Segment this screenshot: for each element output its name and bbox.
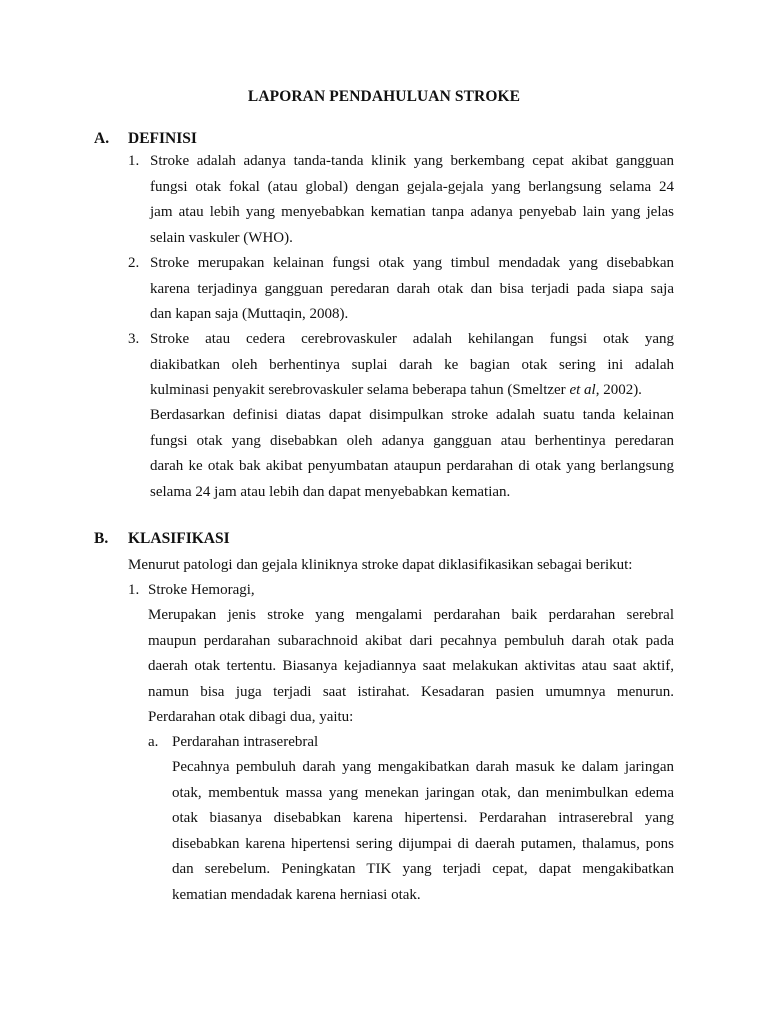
definition-item-1 [150, 149, 674, 251]
definition-item-2-number: 2. [128, 255, 140, 271]
intraserebral-line: dan serebelum. Peningkatan TIK yang terjadi cepat, dapat mengakibatkan [172, 861, 674, 877]
hemoragi-line: namun bisa juga terjadi saat istirahat. Kesadaran pasien umumnya menurun. [148, 683, 674, 700]
definition-item-2-line: karena terjadinya gangguan peredaran darah otak dan bisa terjadi pada siapa saja [150, 280, 674, 297]
conclusion-line: Berdasarkan definisi diatas dapat disimpulkan stroke adalah suatu tanda kelainan [150, 407, 674, 423]
section-a-letter: A. [94, 130, 110, 147]
section-a-title: DEFINISI [128, 130, 197, 147]
definition-item-1-line: jam atau lebih yang menyebabkan kematian tanpa adanya penyebab lain yang jelas [150, 204, 674, 220]
intraserebral-line: otak, membentuk massa yang menekan jaringan otak, dan menimbulkan edema [172, 784, 674, 801]
intraserebral-line: kematian mendadak karena herniasi otak. [172, 886, 421, 903]
citation-text: kulminasi penyakit serebrovaskuler selama beberapa tahun (Smeltzer [150, 382, 570, 398]
definition-conclusion [150, 403, 674, 505]
conclusion-line: fungsi otak yang disebabkan oleh adanya gangguan atau berhentinya peredaran [150, 432, 674, 449]
section-b-letter: B. [94, 530, 109, 547]
definition-item-1-number: 1. [128, 153, 140, 169]
classification-item-1-label: Stroke Hemoragi, [148, 582, 255, 598]
section-b-title: KLASIFIKASI [128, 530, 230, 547]
citation-et-al: et al [569, 382, 596, 398]
intraserebral-description [172, 755, 674, 908]
classification-intro: Menurut patologi dan gejala kliniknya stroke dapat diklasifikasikan sebagai berikut: [128, 557, 633, 573]
section-a-heading [94, 130, 394, 150]
hemoragi-line: Merupakan jenis stroke yang mengalami perdarahan baik perdarahan serebral [148, 607, 674, 623]
definition-item-1-line: selain vaskuler (WHO). [150, 229, 293, 246]
definition-item-3-line: diakibatkan oleh berhentinya suplai darah ke bagian otak sering ini adalah [150, 356, 674, 373]
section-b-heading [94, 530, 394, 550]
document-title: LAPORAN PENDAHULUAN STROKE [247, 88, 521, 105]
stroke-hemoragi-description [148, 603, 674, 731]
conclusion-line: darah ke otak bak akibat penyumbatan ataupun perdarahan di otak yang berlangsung [150, 458, 674, 474]
conclusion-line: selama 24 jam atau lebih dan dapat menyebabkan kematian. [150, 483, 511, 500]
hemoragi-line: Perdarahan otak dibagi dua, yaitu: [148, 709, 354, 725]
definition-item-2-line: Stroke merupakan kelainan fungsi otak yang timbul mendadak yang disebabkan [150, 255, 674, 271]
hemoragi-line: daerah otak tertentu. Biasanya kejadiannya saat melakukan aktivitas atau saat aktif, [148, 658, 674, 674]
subitem-a-label: Perdarahan intraserebral [172, 734, 319, 750]
definition-item-2-line: dan kapan saja (Muttaqin, 2008). [150, 306, 349, 322]
definition-item-3-citation-line [150, 378, 674, 404]
subitem-a-letter: a. [148, 734, 159, 750]
intraserebral-line: disebabkan karena hipertensi sering dijumpai di daerah putamen, thalamus, pons [172, 835, 674, 852]
definition-item-1-line: fungsi otak fokal (atau global) dengan gejala-gejala yang berlangsung selama 24 [150, 178, 674, 195]
definition-item-2 [150, 251, 674, 328]
definition-item-3-number: 3. [128, 331, 140, 347]
hemoragi-line: maupun perdarahan subarachnoid akibat dari pecahnya pembuluh darah otak pada [148, 632, 674, 649]
definition-item-3 [150, 327, 674, 404]
citation-year: , 2002). [595, 382, 642, 398]
definition-item-1-line: Stroke adalah adanya tanda-tanda klinik yang berkembang cepat akibat gangguan [150, 153, 674, 169]
classification-item-1-number: 1. [128, 582, 140, 598]
intraserebral-line: otak biasanya disebabkan karena hipertensi. Perdarahan intraserebral yang [172, 810, 674, 826]
intraserebral-line: Pecahnya pembuluh darah yang mengakibatkan darah masuk ke dalam jaringan [172, 759, 674, 775]
definition-item-3-line: Stroke atau cedera cerebrovaskuler adalah kehilangan fungsi otak yang [150, 331, 674, 347]
